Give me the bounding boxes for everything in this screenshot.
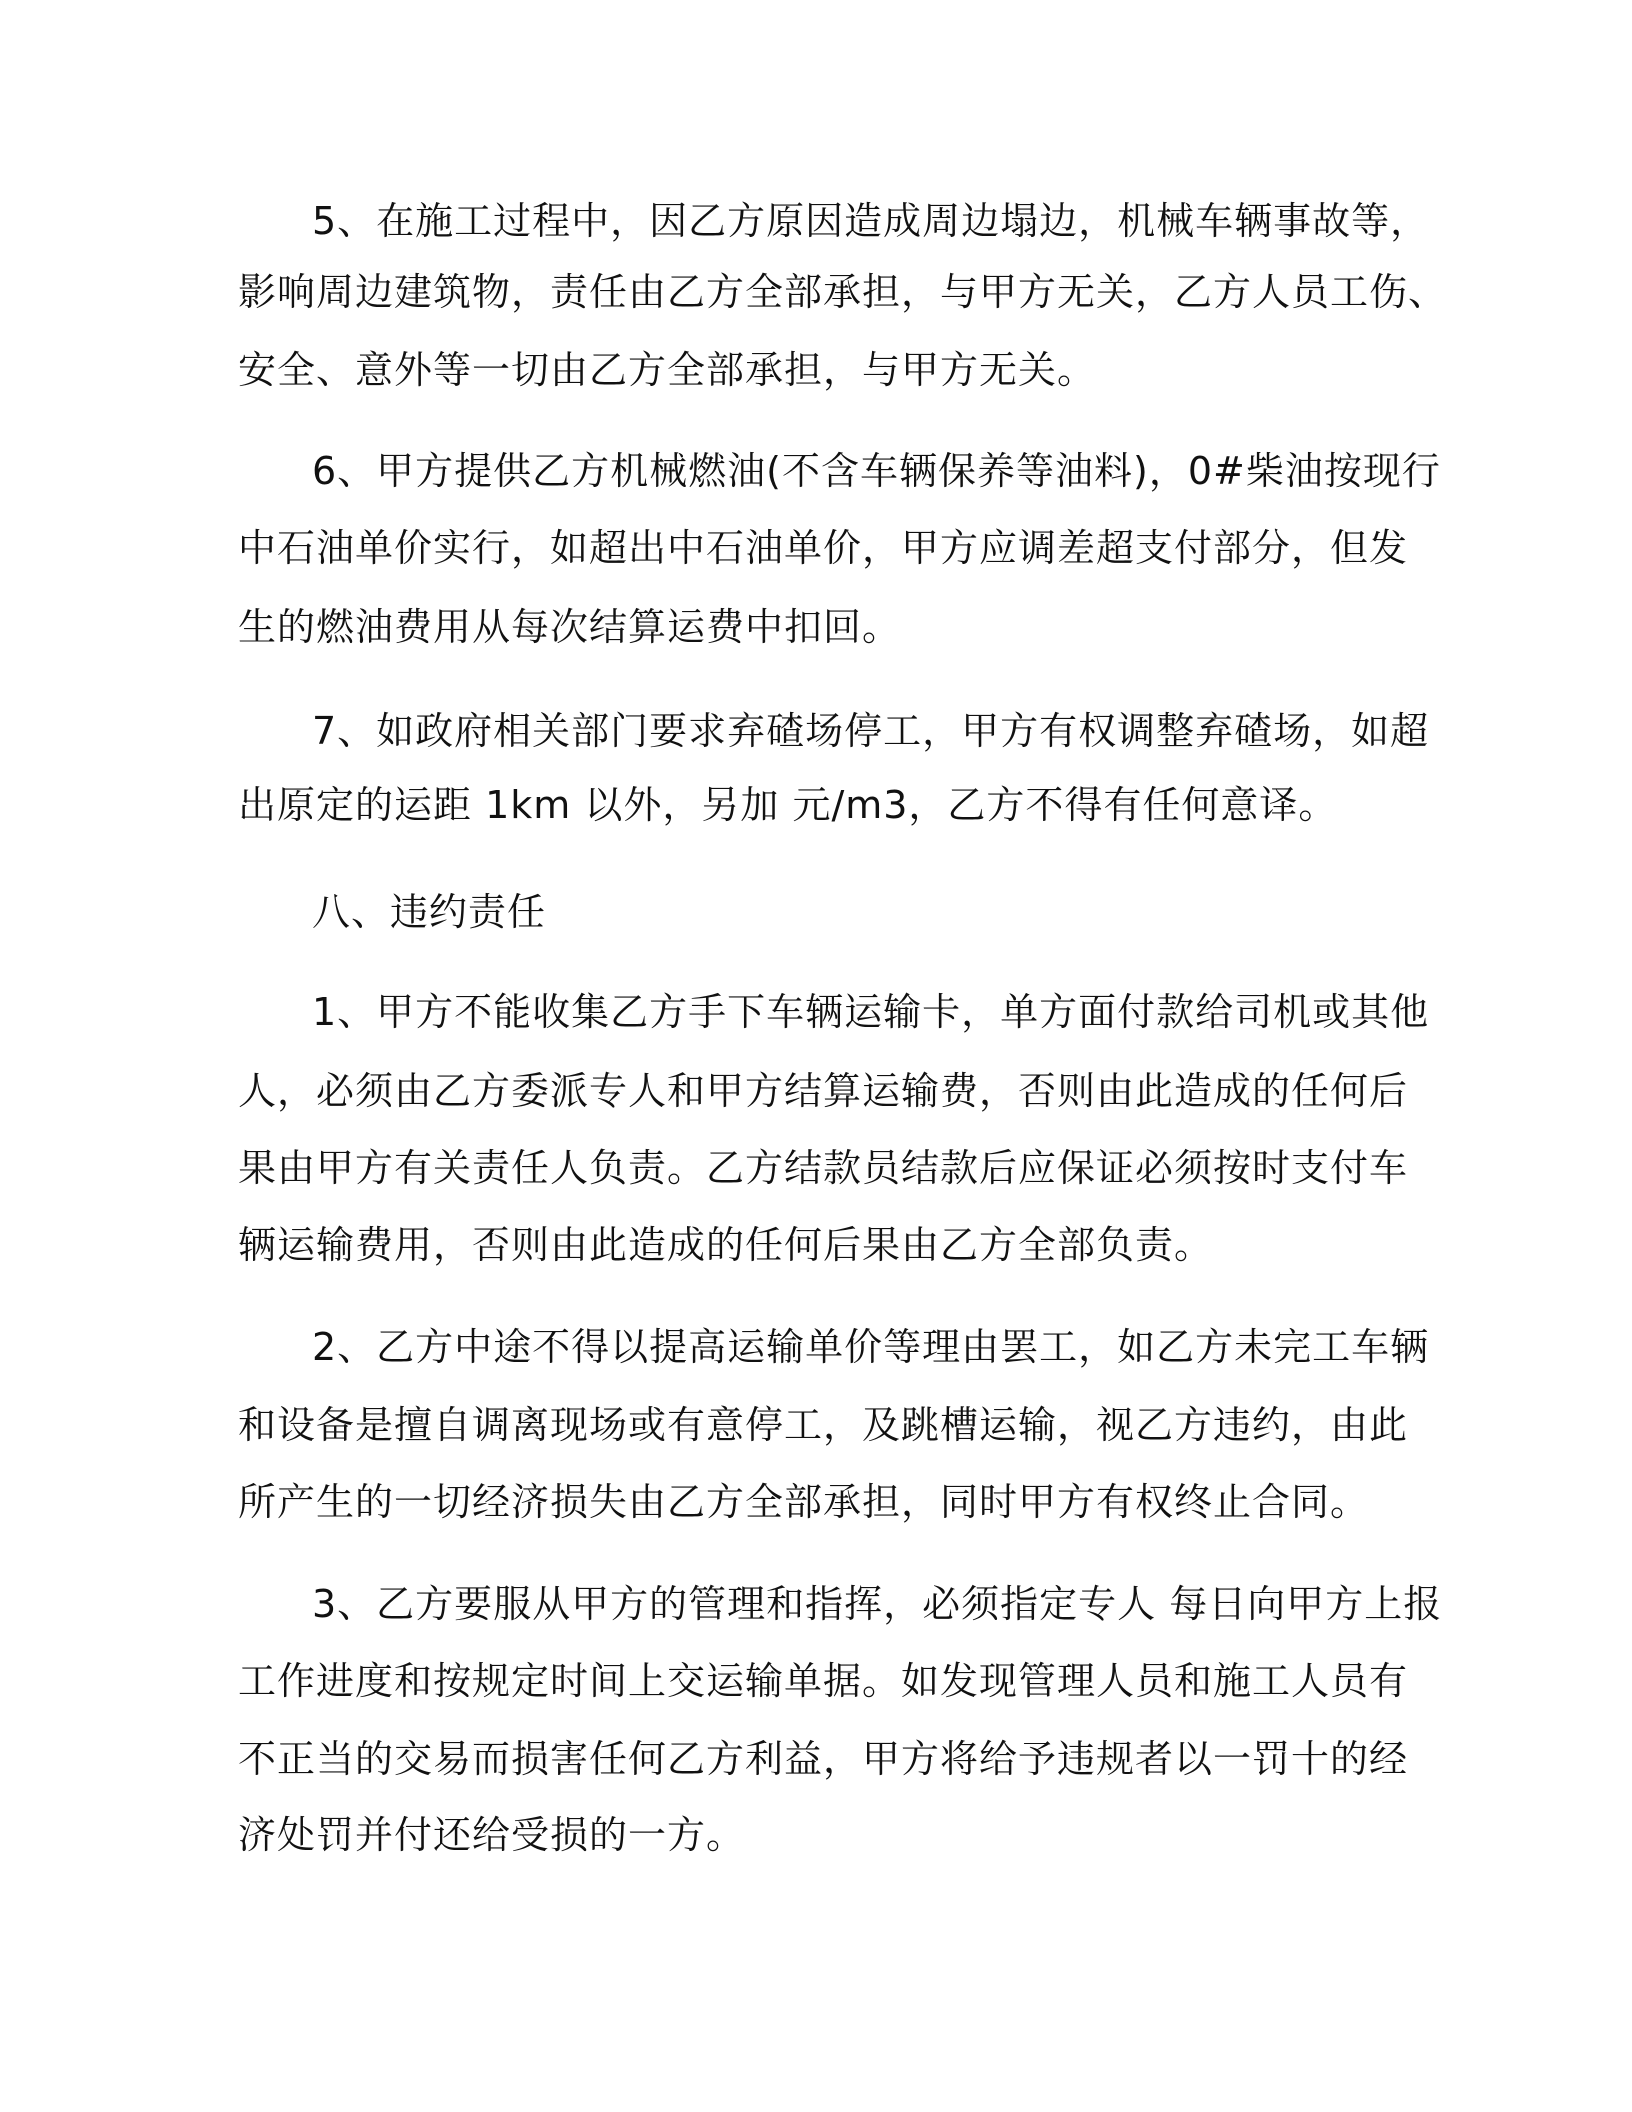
clause-3-line-1: 3、乙方要服从甲方的管理和指挥，必须指定专人 每日向甲方上报 xyxy=(312,1582,1443,1626)
paragraph-6-line-3: 生的燃油费用从每次结算运费中扣回。 xyxy=(238,605,902,649)
clause-2-line-1: 2、乙方中途不得以提高运输单价等理由罢工，如乙方未完工车辆 xyxy=(312,1325,1430,1369)
paragraph-6-line-2: 中石油单价实行，如超出中石油单价，甲方应调差超支付部分，但发 xyxy=(238,526,1409,570)
clause-1-line-4: 辆运输费用，否则由此造成的任何后果由乙方全部负责。 xyxy=(238,1223,1214,1267)
clause-1-line-1: 1、甲方不能收集乙方手下车辆运输卡，单方面付款给司机或其他 xyxy=(312,990,1430,1034)
paragraph-7-line-1: 7、如政府相关部门要求弃碴场停工，甲方有权调整弃碴场，如超 xyxy=(312,709,1430,753)
clause-3-line-2: 工作进度和按规定时间上交运输单据。如发现管理人员和施工人员有 xyxy=(238,1659,1409,1703)
clause-1-line-2: 人，必须由乙方委派专人和甲方结算运输费，否则由此造成的任何后 xyxy=(238,1069,1409,1113)
clause-3-line-4: 济处罚并付还给受损的一方。 xyxy=(238,1813,746,1857)
paragraph-5-line-3: 安全、意外等一切由乙方全部承担，与甲方无关。 xyxy=(238,348,1097,392)
clause-3-line-3: 不正当的交易而损害任何乙方利益，甲方将给予违规者以一罚十的经 xyxy=(238,1737,1409,1781)
paragraph-7-line-2: 出原定的运距 1km 以外，另加 元/m3，乙方不得有任何意译。 xyxy=(238,783,1338,827)
paragraph-6-line-1: 6、甲方提供乙方机械燃油(不含车辆保养等油料)，0#柴油按现行 xyxy=(312,449,1441,493)
paragraph-5-line-1: 5、在施工过程中，因乙方原因造成周边塌边，机械车辆事故等， xyxy=(312,199,1430,243)
section-heading-breach-liability: 八、违约责任 xyxy=(312,890,547,934)
clause-2-line-2: 和设备是擅自调离现场或有意停工，及跳槽运输，视乙方违约，由此 xyxy=(238,1403,1409,1447)
paragraph-5-line-2: 影响周边建筑物，责任由乙方全部承担，与甲方无关，乙方人员工伤、 xyxy=(238,270,1448,314)
clause-1-line-3: 果由甲方有关责任人负责。乙方结款员结款后应保证必须按时支付车 xyxy=(238,1146,1409,1190)
clause-2-line-3: 所产生的一切经济损失由乙方全部承担，同时甲方有权终止合同。 xyxy=(238,1480,1370,1524)
